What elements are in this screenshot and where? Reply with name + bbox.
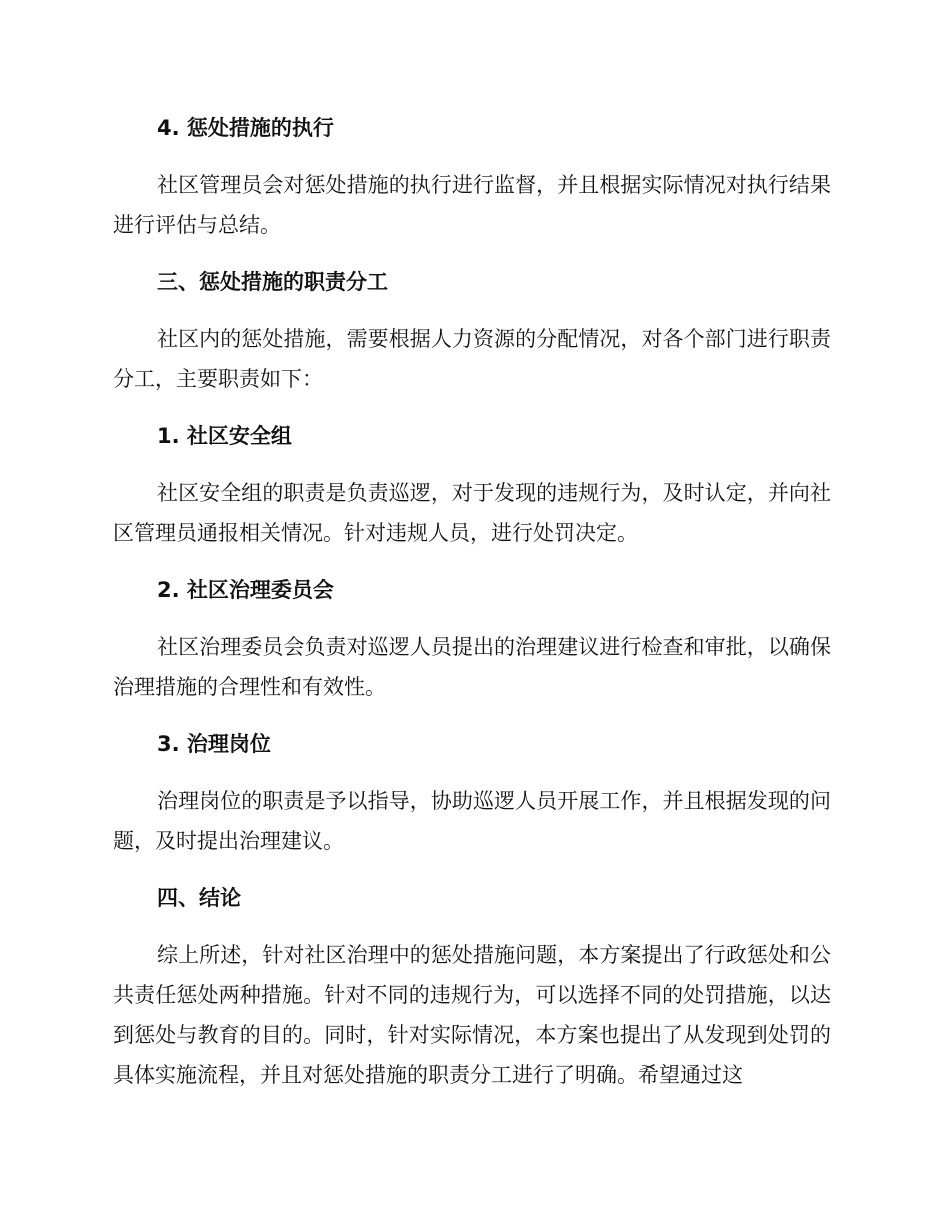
- section-heading-execution: 4. 惩处措施的执行: [157, 116, 334, 140]
- section-heading-conclusion: 四、结论: [157, 886, 241, 910]
- document-page: [113, 108, 831, 1112]
- section-heading-responsibilities: 三、惩处措施的职责分工: [157, 270, 388, 294]
- paragraph-execution: 社区管理员会对惩处措施的执行进行监督，并且根据实际情况对执行结果进行评估与总结。: [113, 173, 831, 237]
- section-heading-security-group: 1. 社区安全组: [157, 424, 292, 448]
- paragraph-governance-committee: 社区治理委员会负责对巡逻人员提出的治理建议进行检查和审批，以确保治理措施的合理性和有效性。: [113, 635, 831, 699]
- section-heading-governance-committee: 2. 社区治理委员会: [157, 578, 334, 602]
- paragraph-governance-post: 治理岗位的职责是予以指导，协助巡逻人员开展工作，并且根据发现的问题，及时提出治理建议。: [113, 789, 831, 853]
- paragraph-conclusion: 综上所述，针对社区治理中的惩处措施问题，本方案提出了行政惩处和公共责任惩处两种措施。针对不同的违规行为，可以选择不同的处罚措施，以达到惩处与教育的目的。同时，针对实际情况，本方案也提出了从发现到处罚的具体实施流程，并且对惩处措施的职责分工进行了明确。希望通过这: [113, 943, 831, 1087]
- section-heading-governance-post: 3. 治理岗位: [157, 732, 271, 756]
- paragraph-responsibilities: 社区内的惩处措施，需要根据人力资源的分配情况，对各个部门进行职责分工，主要职责如下：: [113, 327, 831, 391]
- paragraph-security-group: 社区安全组的职责是负责巡逻，对于发现的违规行为，及时认定，并向社区管理员通报相关情况。针对违规人员，进行处罚决定。: [113, 481, 831, 545]
